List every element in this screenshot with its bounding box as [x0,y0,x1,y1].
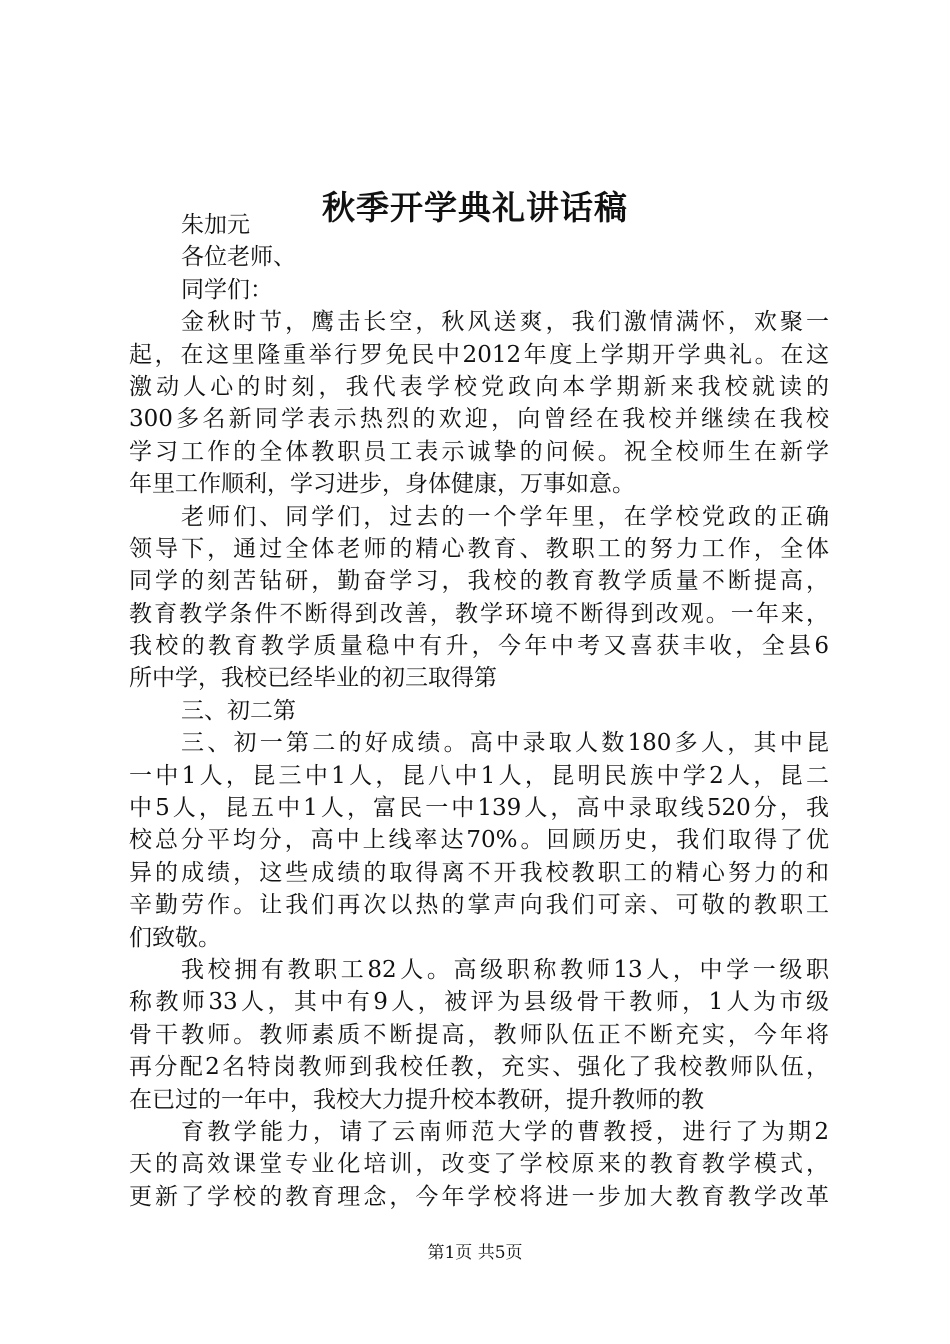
text-line: 所中学，我校已经毕业的初三取得第 [129,665,497,692]
text-line: 更新了学校的教育理念，今年学校将进一步加大教育教学改革 [129,1183,829,1210]
text-line: 学习工作的全体教职员工表示诚挚的问候。祝全校师生在新学 [129,438,829,465]
text-line: 称教师33人，其中有9人，被评为县级骨干教师，1人为市级 [129,989,829,1016]
text-line: 三、初一第二的好成绩。高中录取人数180多人，其中昆 [181,730,829,757]
text-line: 金秋时节，鹰击长空，秋风送爽，我们激情满怀，欢聚一 [181,309,829,336]
text-line: 在已过的一年中，我校大力提升校本教研，提升教师的教 [129,1086,704,1113]
text-line: 辛勤劳作。让我们再次以热的掌声向我们可亲、可敬的教职工 [129,892,829,919]
document-body [129,209,829,1213]
text-line: 同学们： [181,276,273,303]
text-line: 天的高效课堂专业化培训，改变了学校原来的教育教学模式， [129,1151,829,1178]
text-line: 我校拥有教职工82人。高级职称教师13人，中学一级职 [181,956,829,983]
text-line: 起，在这里隆重举行罗免民中2012年度上学期开学典礼。在这 [129,341,829,368]
text-line: 一中1人，昆三中1人，昆八中1人，昆明民族中学2人，昆二 [129,762,829,789]
text-line: 校总分平均分，高中上线率达70%。回顾历史，我们取得了优 [129,827,829,854]
text-line: 们致敬。 [129,924,221,951]
text-line: 骨干教师。教师素质不断提高，教师队伍正不断充实，今年将 [129,1021,829,1048]
text-line: 年里工作顺利，学习进步，身体健康，万事如意。 [129,471,635,498]
text-line: 300多名新同学表示热烈的欢迎，向曾经在我校并继续在我校 [129,406,829,433]
text-line: 再分配2名特岗教师到我校任教，充实、强化了我校教师队伍， [129,1054,829,1081]
text-line: 领导下，通过全体老师的精心教育、教职工的努力工作，全体 [129,535,829,562]
text-line: 朱加元 [181,212,250,238]
text-line: 中5人，昆五中1人，富民一中139人，高中录取线520分，我 [129,795,829,822]
document-title: 秋季开学典礼讲话稿 [322,188,628,227]
text-line: 异的成绩，这些成绩的取得离不开我校教职工的精心努力的和 [129,859,829,886]
text-line: 各位老师、 [181,244,296,271]
text-line: 激动人心的时刻，我代表学校党政向本学期新来我校就读的 [129,373,829,400]
page-footer: 第1页 共5页 [427,1243,523,1263]
text-line: 老师们、同学们，过去的一个学年里，在学校党政的正确 [181,503,829,530]
text-line: 教育教学条件不断得到改善，教学环境不断得到改观。一年来， [129,600,829,627]
text-line: 育教学能力，请了云南师范大学的曹教授，进行了为期2 [181,1118,829,1145]
text-line: 我校的教育教学质量稳中有升，今年中考又喜获丰收，全县6 [129,633,829,660]
text-line: 同学的刻苦钻研，勤奋学习，我校的教育教学质量不断提高， [129,568,829,595]
text-line: 三、初二第 [181,697,296,724]
